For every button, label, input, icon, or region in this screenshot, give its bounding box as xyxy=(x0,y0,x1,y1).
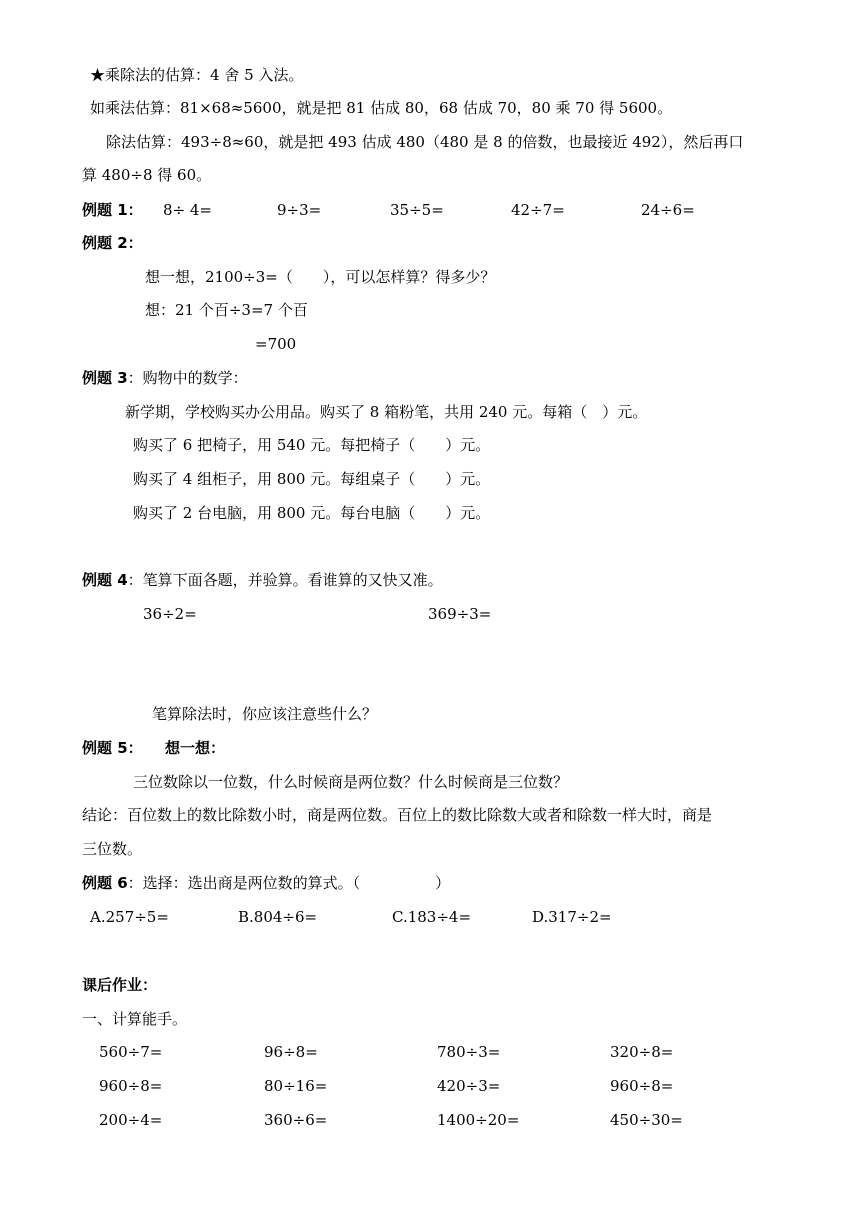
example-6-option: D.317÷2= xyxy=(532,908,612,926)
example-3-line: 购买了 6 把椅子，用 540 元。每把椅子（ ）元。 xyxy=(133,436,491,454)
example-5-question: 三位数除以一位数，什么时候商是两位数？什么时候商是三位数？ xyxy=(133,773,569,791)
example-5-conclusion-line1: 结论：百位数上的数比除数小时，商是两位数。百位上的数比除数大或者和除数一样大时，商是 xyxy=(82,806,713,824)
homework-problem: 960÷8= xyxy=(99,1077,163,1095)
example-5-label: 例题 5： xyxy=(82,739,143,757)
example-3-heading xyxy=(82,371,248,386)
example-5-title: 想一想： xyxy=(165,739,226,757)
example-4-heading xyxy=(82,573,443,588)
homework-heading: 课后作业： xyxy=(82,976,158,994)
example-2-label: 例题 2： xyxy=(82,234,143,252)
example-4-problem: 36÷2= xyxy=(143,605,197,623)
example-1-problem: 42÷7= xyxy=(511,201,565,219)
homework-problem: 200÷4= xyxy=(99,1111,163,1129)
homework-problem: 420÷3= xyxy=(437,1077,501,1095)
example-6-option: A.257÷5= xyxy=(90,908,169,926)
homework-problem: 780÷3= xyxy=(437,1043,501,1061)
homework-problem: 96÷8= xyxy=(264,1043,318,1061)
example-4-note: 笔算除法时，你应该注意些什么？ xyxy=(152,705,378,723)
homework-problem: 80÷16= xyxy=(264,1077,328,1095)
homework-problem: 1400÷20= xyxy=(437,1111,520,1129)
example-1-problem: 24÷6= xyxy=(641,201,695,219)
example-1-problem: 35÷5= xyxy=(390,201,444,219)
example-1-problem: 8÷ 4= xyxy=(163,201,212,219)
example-3-label: 例题 3 xyxy=(82,369,128,387)
example-3-line: 新学期，学校购买办公用品。购买了 8 箱粉笔，共用 240 元。每箱（ ）元。 xyxy=(125,403,648,421)
example-4-label: 例题 4 xyxy=(82,571,128,589)
homework-problem: 360÷6= xyxy=(264,1111,328,1129)
example-3-line: 购买了 4 组柜子，用 800 元。每组桌子（ ）元。 xyxy=(133,470,491,488)
example-6-option: C.183÷4= xyxy=(392,908,472,926)
homework-problem: 560÷7= xyxy=(99,1043,163,1061)
homework-problem: 450÷30= xyxy=(610,1111,683,1129)
example-1-label: 例题 1： xyxy=(82,201,143,219)
division-estimation-example-line1: 除法估算：493÷8≈60，就是把 493 估成 480（480 是 8 的倍数，也最接近 492），然后再口 xyxy=(106,133,744,151)
example-6-label: 例题 6 xyxy=(82,874,128,892)
example-2-question: 想一想，2100÷3=（ ），可以怎样算？得多少？ xyxy=(145,268,496,286)
homework-section-title: 一、计算能手。 xyxy=(82,1010,188,1028)
example-6-option: B.804÷6= xyxy=(238,908,318,926)
example-6-heading xyxy=(82,876,450,891)
example-2-think: 想：21 个百÷3=7 个百 xyxy=(145,301,308,319)
division-estimation-example-line2: 算 480÷8 得 60。 xyxy=(82,166,212,184)
example-3-line: 购买了 2 台电脑，用 800 元。每台电脑（ ）元。 xyxy=(133,504,491,522)
estimation-rule: ★乘除法的估算：4 舍 5 入法。 xyxy=(90,66,304,84)
example-3-title: ：购物中的数学： xyxy=(127,369,248,387)
example-1-problem: 9÷3= xyxy=(277,201,322,219)
example-4-title: ：笔算下面各题，并验算。看谁算的又快又准。 xyxy=(127,571,443,589)
multiplication-estimation-example: 如乘法估算：81×68≈5600，就是把 81 估成 80，68 估成 70，80 乘 70 得 5600。 xyxy=(90,99,673,117)
homework-problem: 320÷8= xyxy=(610,1043,674,1061)
example-2-result: =700 xyxy=(255,335,297,353)
homework-problem: 960÷8= xyxy=(610,1077,674,1095)
example-6-title: ：选择：选出商是两位数的算式。（ ） xyxy=(127,874,451,892)
example-5-conclusion-line2: 三位数。 xyxy=(82,840,143,858)
example-4-problem: 369÷3= xyxy=(428,605,492,623)
